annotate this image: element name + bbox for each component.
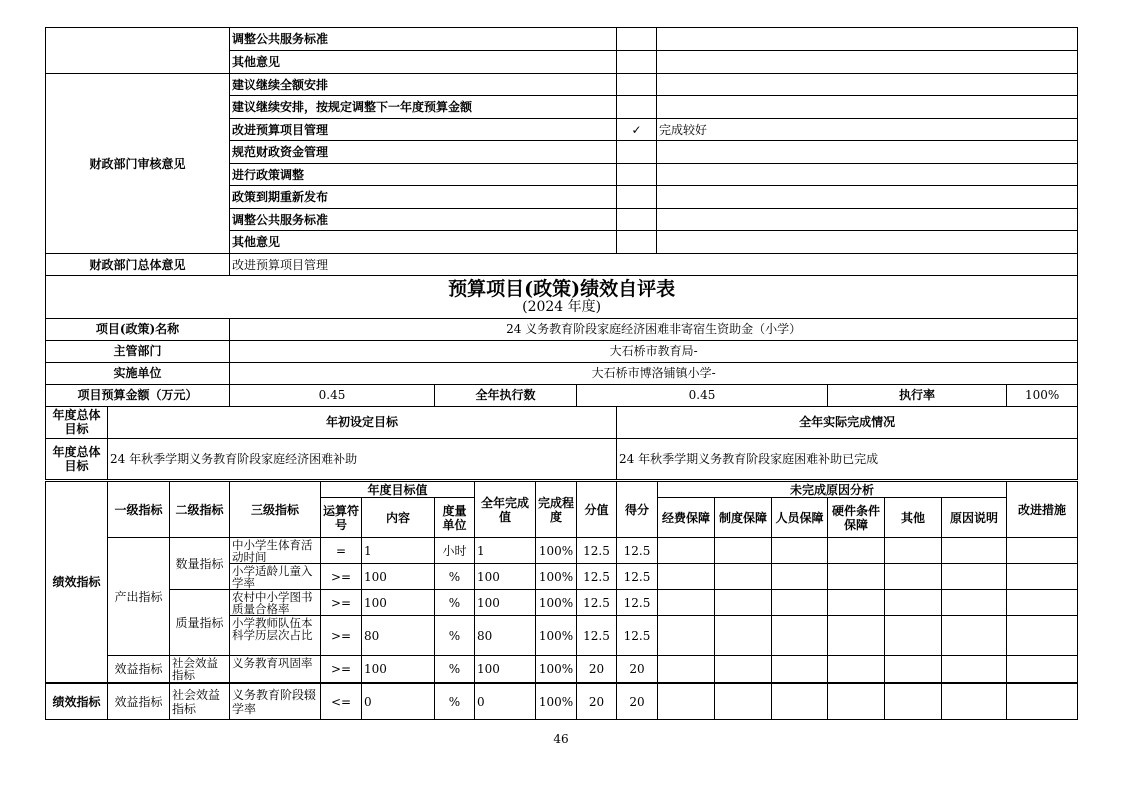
check-cell <box>617 164 657 186</box>
header-annual-target: 年度目标值 <box>321 482 475 498</box>
done-cell: 100 <box>475 590 536 616</box>
header-r3: 人员保障 <box>772 498 828 538</box>
review-option: 政策到期重新发布 <box>230 186 617 209</box>
note-cell <box>657 96 1078 119</box>
review-option: 建议继续全额安排 <box>230 74 617 96</box>
goal-initial-header: 年初设定目标 <box>108 406 617 438</box>
table-row <box>46 590 1078 616</box>
perf-label: 绩效指标 <box>46 482 108 683</box>
val-cell: 12.5 <box>577 538 617 564</box>
goal-label: 年度总体目标 <box>46 438 108 479</box>
content-cell: 100 <box>362 590 435 616</box>
unit-cell: % <box>435 564 475 590</box>
header-full-year: 全年完成值 <box>475 482 536 538</box>
form-title: 预算项目(政策)绩效自评表 <box>448 278 676 301</box>
l3-cell: 义务教育巩固率 <box>230 656 321 683</box>
header-op: 运算符号 <box>321 498 362 538</box>
header-r5: 其他 <box>885 498 942 538</box>
header-score-value: 分值 <box>577 482 617 538</box>
quality-label: 质量指标 <box>170 590 230 656</box>
note-cell <box>657 141 1078 164</box>
done-cell: 80 <box>475 616 536 656</box>
unit-cell: % <box>435 656 475 683</box>
social-label-cell: 社会效益指标 <box>170 656 230 683</box>
score-cell: 12.5 <box>617 538 658 564</box>
deg-cell: 100% <box>536 684 577 720</box>
score-cell: 12.5 <box>617 564 658 590</box>
review-option: 改进预算项目管理 <box>230 119 617 141</box>
done-cell: 1 <box>475 538 536 564</box>
note-cell <box>657 186 1078 209</box>
note-cell <box>657 74 1078 96</box>
op-cell: = <box>321 538 362 564</box>
score-cell: 20 <box>617 656 658 683</box>
check-cell <box>617 74 657 96</box>
deg-cell: 100% <box>536 564 577 590</box>
benefit-label: 效益指标 <box>108 656 170 683</box>
check-cell <box>617 186 657 209</box>
project-name-label: 项目(政策)名称 <box>46 318 230 340</box>
exec-label: 全年执行数 <box>435 384 577 406</box>
deg-cell: 100% <box>536 616 577 656</box>
check-mark-icon: ✓ <box>617 119 657 141</box>
val-cell: 20 <box>577 656 617 683</box>
performance-form-table <box>45 276 1078 494</box>
goal-initial: 24 年秋季学期义务教育阶段家庭经济困难补助 <box>108 438 617 479</box>
note-cell <box>657 231 1078 254</box>
done-cell: 100 <box>475 564 536 590</box>
done-cell: 0 <box>475 684 536 720</box>
op-cell: <= <box>321 684 362 720</box>
unit-cell: 小时 <box>435 538 475 564</box>
goal-label: 年度总体目标 <box>46 406 108 438</box>
content-cell: 0 <box>362 684 435 720</box>
overall-opinion-value: 改进预算项目管理 <box>230 254 1078 276</box>
score-cell: 20 <box>617 684 658 720</box>
finance-review-label: 财政部门审核意见 <box>46 74 230 254</box>
rate-label: 执行率 <box>828 384 1007 406</box>
l3-cell: 小学适龄儿童入学率 <box>230 564 321 590</box>
review-option: 进行政策调整 <box>230 164 617 186</box>
val-cell: 20 <box>577 684 617 720</box>
review-option: 建议继续安排，按规定调整下一年度预算金额 <box>230 96 617 119</box>
op-cell: >= <box>321 564 362 590</box>
page-number: 46 <box>553 732 569 746</box>
header-improve: 改进措施 <box>1007 482 1078 538</box>
header-reason: 未完成原因分析 <box>658 482 1007 498</box>
header-level3: 三级指标 <box>230 482 321 538</box>
val-cell: 12.5 <box>577 616 617 656</box>
val-cell: 12.5 <box>577 564 617 590</box>
op-cell: >= <box>321 656 362 683</box>
note-cell <box>657 164 1078 186</box>
benefit-label: 效益指标 <box>108 684 170 720</box>
dept-label: 主管部门 <box>46 340 230 362</box>
indicator-table <box>45 481 1078 683</box>
option-row: 其他意见 <box>230 51 617 74</box>
op-cell: >= <box>321 616 362 656</box>
form-title-cell <box>46 276 1078 318</box>
indicator-table-tail <box>45 683 1078 720</box>
done-cell: 100 <box>475 656 536 683</box>
finance-review-table <box>45 27 1078 276</box>
content-cell: 100 <box>362 656 435 683</box>
overall-opinion-label: 财政部门总体意见 <box>46 254 230 276</box>
quantity-label: 数量指标 <box>170 538 230 590</box>
unit-cell: % <box>435 590 475 616</box>
l3-cell: 义务教育阶段辍学率 <box>230 684 321 720</box>
header-r4: 硬件条件保障 <box>828 498 885 538</box>
budget-value: 0.45 <box>230 384 435 406</box>
header-level1: 一级指标 <box>108 482 170 538</box>
check-cell <box>617 96 657 119</box>
deg-cell: 100% <box>536 590 577 616</box>
rate-value: 100% <box>1007 384 1078 406</box>
deg-cell: 100% <box>536 538 577 564</box>
table-row <box>46 538 1078 564</box>
note-cell: 完成较好 <box>657 119 1078 141</box>
content-cell: 80 <box>362 616 435 656</box>
header-r1: 经费保障 <box>658 498 715 538</box>
header-score: 得分 <box>617 482 658 538</box>
exec-value: 0.45 <box>577 384 828 406</box>
l3-cell: 中小学生体育活动时间 <box>230 538 321 564</box>
impl-value: 大石桥市博洛铺镇小学- <box>230 362 1078 384</box>
form-year: (2024 年度) <box>522 299 602 316</box>
content-cell: 100 <box>362 564 435 590</box>
header-r6: 原因说明 <box>942 498 1007 538</box>
header-unit: 度量单位 <box>435 498 475 538</box>
goal-actual: 24 年秋季学期义务教育阶段家庭困难补助已完成 <box>617 438 1078 479</box>
review-option: 调整公共服务标准 <box>230 209 617 231</box>
option-row: 调整公共服务标准 <box>230 28 617 51</box>
check-cell <box>617 231 657 254</box>
unit-cell: % <box>435 616 475 656</box>
project-name: 24 义务教育阶段家庭经济困难非寄宿生资助金（小学） <box>230 318 1078 340</box>
l3-cell: 农村中小学图书质量合格率 <box>230 590 321 616</box>
check-cell <box>617 209 657 231</box>
header-r2: 制度保障 <box>715 498 772 538</box>
unit-cell: % <box>435 684 475 720</box>
header-level2: 二级指标 <box>170 482 230 538</box>
l3-cell: 小学教师队伍本科学历层次占比 <box>230 616 321 656</box>
val-cell: 12.5 <box>577 590 617 616</box>
impl-label: 实施单位 <box>46 362 230 384</box>
review-option: 规范财政资金管理 <box>230 141 617 164</box>
note-cell <box>657 209 1078 231</box>
header-degree: 完成程度 <box>536 482 577 538</box>
review-option: 其他意见 <box>230 231 617 254</box>
header-content: 内容 <box>362 498 435 538</box>
social-label: 社会效益指标 <box>170 684 230 720</box>
score-cell: 12.5 <box>617 616 658 656</box>
check-cell <box>617 141 657 164</box>
score-cell: 12.5 <box>617 590 658 616</box>
perf-label: 绩效指标 <box>46 684 108 720</box>
table-row <box>46 684 1078 720</box>
budget-label: 项目预算金额（万元） <box>46 384 230 406</box>
content-cell: 1 <box>362 538 435 564</box>
dept-value: 大石桥市教育局- <box>230 340 1078 362</box>
table-row <box>46 656 1078 683</box>
deg-cell: 100% <box>536 656 577 683</box>
op-cell: >= <box>321 590 362 616</box>
goal-actual-header: 全年实际完成情况 <box>617 406 1078 438</box>
output-label: 产出指标 <box>108 538 170 656</box>
prev-section-cell <box>46 28 230 74</box>
